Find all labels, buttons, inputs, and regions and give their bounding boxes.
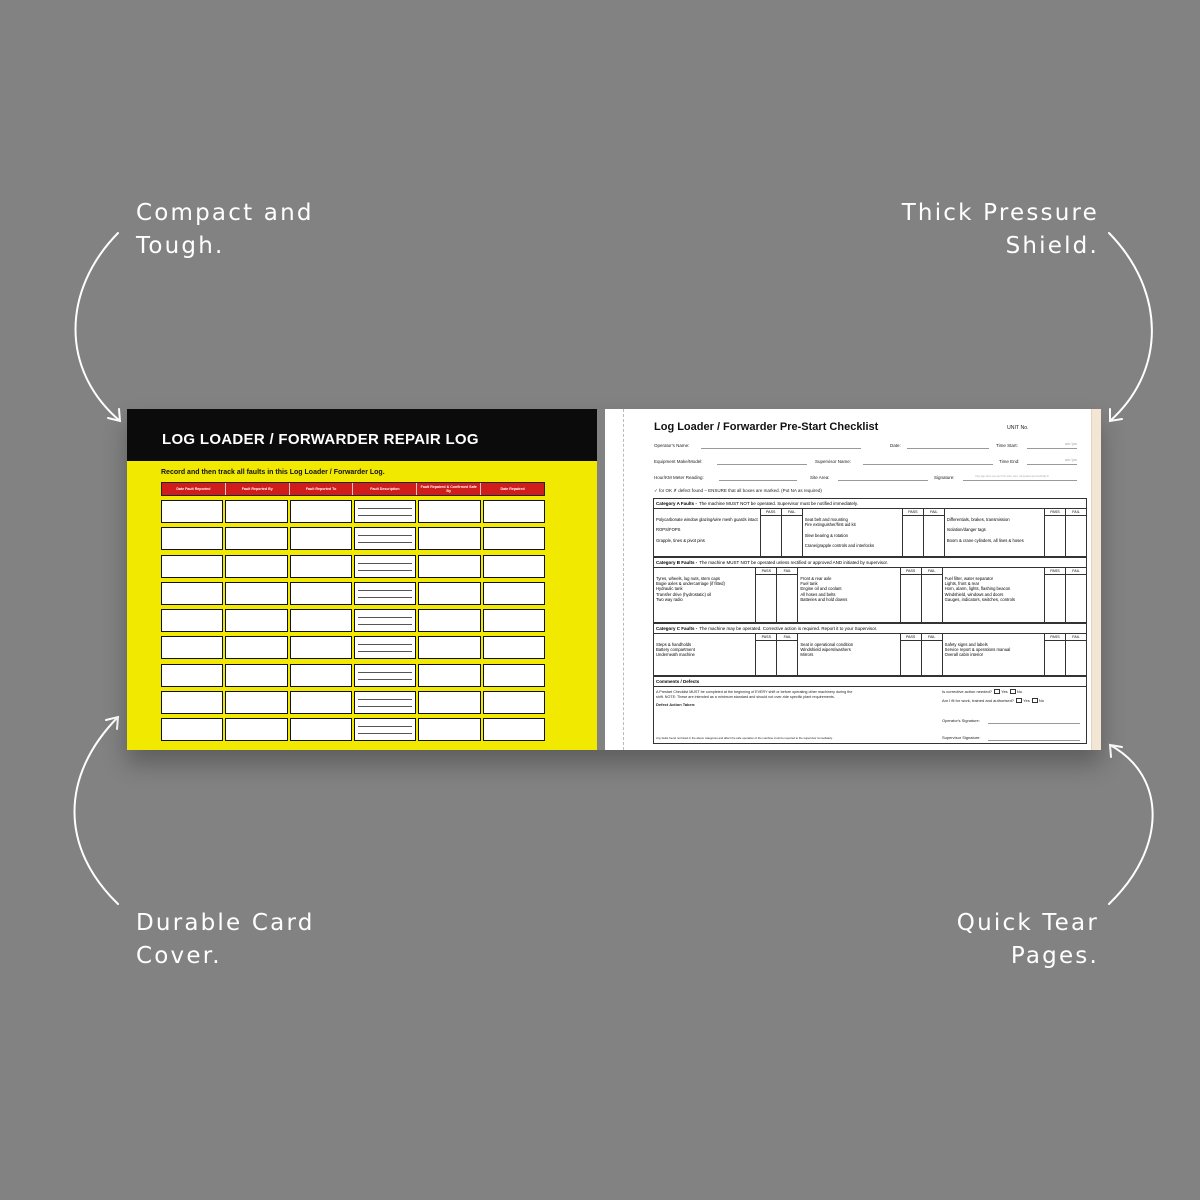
writing-line bbox=[358, 515, 412, 516]
writing-line bbox=[358, 508, 412, 509]
check-item: Windshield wipers/washers bbox=[800, 647, 851, 653]
log-cell[interactable] bbox=[290, 609, 352, 632]
signature-label: Signature: bbox=[934, 475, 955, 480]
fail-label: FAIL bbox=[782, 509, 802, 516]
log-cell[interactable] bbox=[418, 609, 480, 632]
log-cell[interactable] bbox=[483, 555, 545, 578]
check-item: Transfer drive (hydrostatic) oil bbox=[656, 591, 712, 597]
log-row bbox=[161, 664, 545, 687]
log-cell[interactable] bbox=[354, 609, 416, 632]
log-cell[interactable] bbox=[418, 664, 480, 687]
check-item: Boom & crane cylinders, all lines & hoses bbox=[946, 537, 1024, 543]
check-items bbox=[798, 634, 899, 675]
pass-label: PASS bbox=[903, 509, 923, 516]
writing-line bbox=[358, 733, 412, 734]
fail-label: FAIL bbox=[777, 568, 797, 575]
arrow-bottom-right-icon bbox=[1109, 745, 1153, 904]
column-header: Date Repaired bbox=[500, 487, 525, 491]
check-item: All hoses and belts bbox=[800, 591, 836, 597]
category-body bbox=[654, 634, 1086, 675]
category-note: The machine MUST NOT be operated unless rectified or approved AND initiated by supervisor. bbox=[699, 560, 888, 565]
check-items bbox=[654, 568, 755, 622]
log-row bbox=[161, 582, 545, 605]
check-item: Underneath machine bbox=[656, 652, 695, 658]
pass-column[interactable] bbox=[1044, 568, 1065, 622]
fail-column[interactable] bbox=[1065, 568, 1086, 622]
repair-log-header bbox=[127, 409, 597, 461]
yes-label: Yes bbox=[1001, 689, 1008, 694]
log-cell[interactable] bbox=[290, 555, 352, 578]
check-item: Crane/grapple controls and interlocks bbox=[804, 543, 875, 549]
repair-log-page bbox=[127, 409, 597, 750]
category-header bbox=[654, 499, 1086, 509]
pass-column[interactable] bbox=[755, 568, 776, 622]
supervisor-signature-label: Supervisor Signature: bbox=[942, 735, 981, 740]
fit-for-work-label: Am I fit for work, trained and authorised? bbox=[942, 698, 1015, 703]
writing-line bbox=[358, 651, 412, 652]
pass-label: PASS bbox=[756, 568, 776, 575]
category-name: Category B Faults - bbox=[656, 560, 698, 565]
category-note: The machine may be operated. Corrective action is required. Report it to your Supervisor. bbox=[699, 626, 878, 631]
check-item: Tyres, wheels, lug nuts, stem caps bbox=[656, 576, 721, 581]
log-row bbox=[161, 527, 545, 550]
log-cell[interactable] bbox=[418, 555, 480, 578]
hour-meter-field[interactable] bbox=[719, 480, 797, 481]
corrective-no-checkbox[interactable] bbox=[1010, 689, 1016, 694]
operator-name-label: Operator's Name: bbox=[654, 443, 690, 448]
comments-text-2: shift. NOTE: These are intended as a minimum standard and should not over-ride specific plant requirements. bbox=[656, 695, 835, 699]
writing-line bbox=[358, 542, 412, 543]
checklist-page bbox=[605, 409, 1101, 750]
check-item: Grapple, tines & pivot pins bbox=[656, 537, 705, 543]
log-cell[interactable] bbox=[418, 500, 480, 523]
log-cell[interactable] bbox=[225, 582, 287, 605]
arrow-bottom-left-icon bbox=[75, 717, 119, 904]
log-cell[interactable] bbox=[225, 555, 287, 578]
check-item: Gauges, indicators, switches, controls bbox=[944, 596, 1015, 602]
check-item: Fire extinguisher/first aid kit bbox=[804, 522, 856, 528]
comments-footer: Any faults found not listed in the above categories and affect the safe operation of the machine must be reported to the supervisor immediately. bbox=[656, 736, 833, 740]
fail-column[interactable] bbox=[776, 634, 797, 675]
equipment-field[interactable] bbox=[717, 464, 807, 465]
pass-column[interactable] bbox=[900, 568, 921, 622]
check-items bbox=[943, 634, 1044, 675]
booklet-spine-gap bbox=[597, 409, 605, 750]
checklist-title: Log Loader / Forwarder Pre-Start Checklist bbox=[654, 421, 879, 433]
callout-line: Thick Pressure bbox=[901, 200, 1099, 226]
time-end-label: Time End: bbox=[999, 459, 1020, 464]
date-label: Date: bbox=[890, 443, 901, 448]
log-row bbox=[161, 691, 545, 714]
fail-column[interactable] bbox=[776, 568, 797, 622]
pass-label: PASS bbox=[756, 634, 776, 641]
log-cell[interactable] bbox=[161, 664, 223, 687]
category-column bbox=[803, 509, 945, 556]
log-cell[interactable] bbox=[483, 664, 545, 687]
tear-perforation bbox=[623, 409, 624, 750]
check-item: Differentials, brakes, transmission bbox=[946, 517, 1010, 522]
log-cell[interactable] bbox=[354, 718, 416, 741]
log-cell[interactable] bbox=[354, 555, 416, 578]
check-item: Polycarbonate window glazing/wire mesh guards intact bbox=[656, 517, 758, 522]
log-cell[interactable] bbox=[225, 691, 287, 714]
fit-no-checkbox[interactable] bbox=[1032, 698, 1038, 703]
check-item: Hydraulic tank bbox=[656, 586, 683, 592]
log-cell[interactable] bbox=[290, 664, 352, 687]
fail-column[interactable] bbox=[923, 509, 944, 556]
log-cell[interactable] bbox=[418, 582, 480, 605]
log-cell[interactable] bbox=[354, 664, 416, 687]
equipment-label: Equipment Make/Model: bbox=[654, 459, 703, 464]
repair-log-title: LOG LOADER / FORWARDER REPAIR LOG bbox=[162, 431, 479, 448]
fail-column[interactable] bbox=[921, 634, 942, 675]
callout-line: Shield. bbox=[1005, 233, 1099, 259]
callout-line: Pages. bbox=[1010, 943, 1099, 969]
log-cell[interactable] bbox=[354, 582, 416, 605]
writing-line bbox=[358, 706, 412, 707]
category-name: Category C Faults - bbox=[656, 626, 698, 631]
category-name: Category A Faults - bbox=[656, 501, 697, 506]
callout-line: Quick Tear bbox=[956, 910, 1099, 936]
writing-line bbox=[358, 672, 412, 673]
check-item: Isolation/danger tags bbox=[946, 527, 986, 533]
column-header: Fault Reported By bbox=[226, 483, 290, 495]
log-cell[interactable] bbox=[225, 500, 287, 523]
supervisor-name-label: Supervisor Name: bbox=[815, 459, 852, 464]
unit-number-label: UNIT No. bbox=[1007, 425, 1029, 431]
check-items bbox=[803, 509, 902, 556]
check-item: Safety signs and labels bbox=[944, 642, 988, 647]
pass-label: PASS bbox=[1045, 509, 1065, 516]
callout-line: Tough. bbox=[136, 233, 225, 259]
log-cell[interactable] bbox=[161, 555, 223, 578]
check-item: Battery compartment bbox=[656, 647, 695, 653]
log-cell[interactable] bbox=[225, 527, 287, 550]
log-cell[interactable] bbox=[161, 500, 223, 523]
log-cell[interactable] bbox=[225, 636, 287, 659]
checklist-legend: ✓ for OK ✗ defect found – ENSURE that all boxes are marked. (Put NA as required) bbox=[654, 488, 822, 493]
check-items bbox=[943, 568, 1044, 622]
writing-line bbox=[358, 590, 412, 591]
am-pm-hint: am / pm bbox=[1065, 442, 1077, 446]
category-header bbox=[654, 624, 1086, 634]
comments-header bbox=[654, 677, 1086, 687]
category-column bbox=[943, 568, 1086, 622]
check-item: Service report & operations manual bbox=[944, 647, 1011, 653]
time-end-field[interactable] bbox=[1027, 464, 1077, 465]
fail-column[interactable] bbox=[1065, 509, 1086, 556]
date-field[interactable] bbox=[907, 448, 989, 449]
writing-line bbox=[358, 617, 412, 618]
log-cell[interactable] bbox=[161, 718, 223, 741]
check-item: ROPS/FOPS bbox=[656, 527, 681, 533]
log-cell[interactable] bbox=[354, 636, 416, 659]
arrow-top-left-icon bbox=[76, 233, 121, 421]
log-cell[interactable] bbox=[290, 500, 352, 523]
category-column bbox=[798, 634, 942, 675]
check-items bbox=[654, 634, 755, 675]
site-area-label: Site Area: bbox=[810, 475, 830, 480]
fail-column[interactable] bbox=[781, 509, 802, 556]
check-item: Fuel tank bbox=[800, 581, 818, 587]
log-cell[interactable] bbox=[354, 500, 416, 523]
no-label: No bbox=[1016, 689, 1022, 694]
writing-line bbox=[358, 597, 412, 598]
pass-column[interactable] bbox=[900, 634, 921, 675]
check-item: Batteries and hold downs bbox=[800, 596, 848, 602]
writing-line bbox=[358, 563, 412, 564]
log-row bbox=[161, 609, 545, 632]
yes-label: Yes bbox=[1023, 698, 1030, 703]
signature-field[interactable] bbox=[963, 480, 1077, 481]
log-cell[interactable] bbox=[483, 718, 545, 741]
check-item: Mirrors bbox=[800, 652, 814, 658]
fail-label: FAIL bbox=[1066, 509, 1086, 516]
log-cell[interactable] bbox=[161, 691, 223, 714]
log-cell[interactable] bbox=[161, 636, 223, 659]
log-cell[interactable] bbox=[290, 691, 352, 714]
check-item: Seat in operational condition bbox=[800, 642, 854, 647]
operator-name-field[interactable] bbox=[701, 448, 861, 449]
log-row bbox=[161, 718, 545, 741]
fail-label: FAIL bbox=[1066, 634, 1086, 641]
category-column bbox=[654, 509, 803, 556]
check-item: Steps & handholds bbox=[656, 642, 692, 647]
time-start-label: Time Start: bbox=[996, 443, 1018, 448]
log-cell[interactable] bbox=[290, 527, 352, 550]
pass-label: PASS bbox=[901, 568, 921, 575]
log-cell[interactable] bbox=[161, 609, 223, 632]
log-cell[interactable] bbox=[418, 527, 480, 550]
check-item: Fuel filter, water separator bbox=[944, 576, 994, 581]
operator-signature-label: Operator's Signature: bbox=[942, 718, 980, 723]
corrective-yes-checkbox[interactable] bbox=[994, 689, 1000, 694]
log-cell[interactable] bbox=[354, 691, 416, 714]
writing-line bbox=[358, 570, 412, 571]
writing-line bbox=[358, 726, 412, 727]
check-item: Bogie axles & undercarriage (if fitted) bbox=[656, 581, 725, 587]
log-cell[interactable] bbox=[483, 582, 545, 605]
check-item: Slew bearing & rotation bbox=[804, 532, 849, 538]
time-start-field[interactable] bbox=[1027, 448, 1077, 449]
category-body bbox=[654, 509, 1086, 556]
check-item: Two way radio bbox=[656, 596, 683, 602]
check-items bbox=[945, 509, 1044, 556]
no-label: No bbox=[1038, 698, 1044, 703]
log-cell[interactable] bbox=[161, 527, 223, 550]
fail-column[interactable] bbox=[1065, 634, 1086, 675]
category-column bbox=[943, 634, 1086, 675]
writing-line bbox=[358, 644, 412, 645]
check-item: Windshield, windows and doors bbox=[944, 591, 1004, 597]
corrective-action-question bbox=[942, 689, 1022, 694]
log-row bbox=[161, 636, 545, 659]
fail-label: FAIL bbox=[1066, 568, 1086, 575]
pass-label: PASS bbox=[901, 634, 921, 641]
pass-label: PASS bbox=[1045, 634, 1065, 641]
writing-line bbox=[358, 679, 412, 680]
defect-action-label: Defect Action Taken: bbox=[656, 702, 696, 707]
log-row bbox=[161, 500, 545, 523]
pass-column[interactable] bbox=[1044, 509, 1065, 556]
supervisor-signature-field[interactable] bbox=[988, 740, 1080, 741]
fail-label: FAIL bbox=[922, 568, 942, 575]
log-cell[interactable] bbox=[290, 718, 352, 741]
writing-line bbox=[358, 699, 412, 700]
fit-yes-checkbox[interactable] bbox=[1016, 698, 1022, 703]
category-b-section bbox=[653, 557, 1087, 623]
corrective-action-label: Is corrective action needed? bbox=[942, 689, 993, 694]
category-header bbox=[654, 558, 1086, 568]
comments-title: Comments / Defects bbox=[656, 679, 700, 684]
booklet bbox=[127, 409, 1101, 750]
log-cell[interactable] bbox=[290, 582, 352, 605]
log-cell[interactable] bbox=[483, 527, 545, 550]
log-cell[interactable] bbox=[418, 718, 480, 741]
writing-line bbox=[358, 535, 412, 536]
fail-column[interactable] bbox=[921, 568, 942, 622]
comments-text-1: A Prestart Checklist MUST be completed at the beginning of EVERY shift or before operating other machinery during the bbox=[656, 690, 853, 694]
check-item: Engine oil and coolant bbox=[800, 586, 842, 592]
log-row bbox=[161, 555, 545, 578]
log-cell[interactable] bbox=[483, 636, 545, 659]
log-cell[interactable] bbox=[483, 609, 545, 632]
hour-meter-label: Hour/KM Meter Reading: bbox=[654, 475, 704, 480]
column-header: Fault Reported To bbox=[290, 483, 354, 495]
column-header: Fault Repaired & Confirmed Safe By bbox=[417, 483, 481, 495]
check-item: Seat belt and mounting bbox=[804, 517, 848, 522]
category-column bbox=[798, 568, 942, 622]
log-cell[interactable] bbox=[290, 636, 352, 659]
check-items bbox=[654, 509, 760, 556]
repair-log-table-header bbox=[161, 482, 545, 496]
comments-section bbox=[653, 676, 1087, 744]
fail-label: FAIL bbox=[922, 634, 942, 641]
column-header: Fault Description bbox=[353, 483, 417, 495]
writing-line bbox=[358, 624, 412, 625]
category-body bbox=[654, 568, 1086, 622]
check-item: Overall cabin interior bbox=[944, 652, 984, 658]
pass-column[interactable] bbox=[1044, 634, 1065, 675]
repair-log-subtitle: Record and then track all faults in this Log Loader / Forwarder Log. bbox=[161, 469, 385, 476]
category-c-section bbox=[653, 623, 1087, 676]
page-stack-edge bbox=[1091, 409, 1101, 750]
callout-line: Cover. bbox=[136, 943, 222, 969]
log-cell[interactable] bbox=[225, 664, 287, 687]
fit-for-work-question bbox=[942, 698, 1044, 703]
log-cell[interactable] bbox=[161, 582, 223, 605]
site-area-field[interactable] bbox=[838, 480, 928, 481]
category-column bbox=[654, 568, 798, 622]
repair-log-rows bbox=[161, 500, 545, 746]
operator-signature-field[interactable] bbox=[988, 723, 1080, 724]
fail-label: FAIL bbox=[777, 634, 797, 641]
category-a-section bbox=[653, 498, 1087, 557]
check-item: Horn, alarm, lights, flashing beacon bbox=[944, 586, 1011, 592]
pass-column[interactable] bbox=[760, 509, 781, 556]
category-column bbox=[654, 634, 798, 675]
callout-line: Durable Card bbox=[136, 910, 315, 936]
log-cell[interactable] bbox=[483, 500, 545, 523]
supervisor-name-field[interactable] bbox=[863, 464, 993, 465]
signature-hint: Only sign when you are fit for work, alert, unimpaired and medically fit bbox=[975, 475, 1049, 478]
log-cell[interactable] bbox=[418, 636, 480, 659]
pass-label: PASS bbox=[1045, 568, 1065, 575]
pass-label: PASS bbox=[761, 509, 781, 516]
fail-label: FAIL bbox=[924, 509, 944, 516]
category-column bbox=[945, 509, 1086, 556]
log-cell[interactable] bbox=[225, 718, 287, 741]
am-pm-hint: am / pm bbox=[1065, 458, 1077, 462]
column-header: Date Fault Reported bbox=[162, 483, 226, 495]
category-note: The machine MUST NOT be operated. Supervisor must be notified immediately. bbox=[698, 501, 858, 506]
check-items bbox=[798, 568, 899, 622]
callout-line: Compact and bbox=[136, 200, 314, 226]
pass-column[interactable] bbox=[755, 634, 776, 675]
log-cell[interactable] bbox=[483, 691, 545, 714]
pass-column[interactable] bbox=[902, 509, 923, 556]
arrow-top-right-icon bbox=[1109, 233, 1152, 421]
check-item: Front & rear axle bbox=[800, 576, 832, 581]
check-item: Lights, front & rear bbox=[944, 581, 980, 587]
log-cell[interactable] bbox=[418, 691, 480, 714]
log-cell[interactable] bbox=[225, 609, 287, 632]
log-cell[interactable] bbox=[354, 527, 416, 550]
